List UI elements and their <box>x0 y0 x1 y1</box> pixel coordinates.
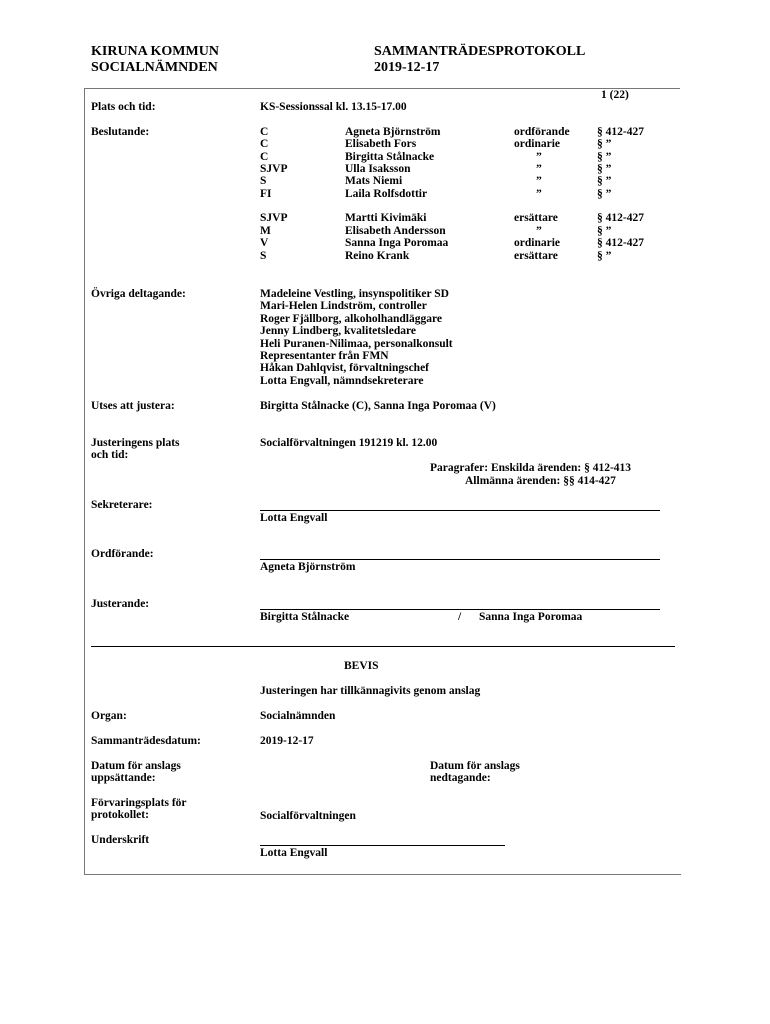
member-role: ” <box>536 162 542 175</box>
member-name: Reino Krank <box>345 249 410 262</box>
member-paragraphs: § ” <box>597 138 612 151</box>
chair-signature-line <box>260 559 660 560</box>
adjuster-signature-line <box>260 609 660 610</box>
meeting-date-value: 2019-12-17 <box>260 735 314 747</box>
signature-line <box>260 845 505 846</box>
member-party: M <box>260 224 271 237</box>
place-value: KS-Sessionssal kl. 13.15-17.00 <box>260 101 407 113</box>
adjuster-name-1: Birgitta Stålnacke <box>260 611 350 623</box>
member-name: Laila Rolfsdottir <box>345 187 428 200</box>
secretary-label: Sekreterare: <box>91 499 153 511</box>
adjust-place-label: Justeringens plats <box>91 437 180 449</box>
participant-line: Håkan Dahlqvist, förvaltningschef <box>260 362 430 375</box>
member-party: S <box>260 249 267 262</box>
adjuster-name-2: Sanna Inga Poromaa <box>479 611 583 623</box>
paragraphs-private: Paragrafer: Enskilda ärenden: § 412-413 <box>430 462 632 474</box>
member-party: SJVP <box>260 162 288 175</box>
member-name: Agneta Björnström <box>345 126 441 138</box>
member-role: ” <box>536 150 542 163</box>
member-role: ordförande <box>514 126 570 138</box>
signature-name: Lotta Engvall <box>260 847 328 859</box>
member-role: ordinarie <box>514 138 560 151</box>
member-party: C <box>260 138 269 151</box>
member-party: V <box>260 237 269 249</box>
member-name: Martti Kivimäki <box>345 212 427 224</box>
removed-date-label: Datum för anslags <box>430 760 520 772</box>
member-role: ersättare <box>514 212 558 224</box>
dept-name: SOCIALNÄMNDEN <box>91 60 218 75</box>
member-role: ” <box>536 224 542 237</box>
participant-line: Jenny Lindberg, kvalitetsledare <box>260 325 417 338</box>
participant-line: Mari-Helen Lindström, controller <box>260 300 427 313</box>
page-number: 1 (22) <box>601 89 629 101</box>
chair-label: Ordförande: <box>91 548 154 560</box>
member-name: Elisabeth Fors <box>345 138 417 151</box>
member-role: ersättare <box>514 249 558 262</box>
meeting-date-label: Sammanträdesdatum: <box>91 735 201 747</box>
member-role: ” <box>536 175 542 188</box>
organ-value: Socialnämnden <box>260 710 336 722</box>
signature-label: Underskrift <box>91 834 150 846</box>
participant-line: Lotta Engvall, nämndsekreterare <box>260 374 424 387</box>
secretary-name: Lotta Engvall <box>260 512 328 524</box>
member-name: Elisabeth Andersson <box>345 224 446 237</box>
member-name: Birgitta Stålnacke <box>345 150 435 163</box>
member-party: S <box>260 175 267 188</box>
adjust-place-label-2: och tid: <box>91 449 129 461</box>
member-paragraphs: § ” <box>597 150 612 163</box>
deciding-label: Beslutande: <box>91 126 150 138</box>
member-party: C <box>260 150 269 163</box>
storage-label: Förvaringsplats för <box>91 797 187 809</box>
member-paragraphs: § 412-427 <box>597 212 644 224</box>
secretary-signature-line <box>260 510 660 511</box>
member-role: ” <box>536 187 542 200</box>
adjust-value: Birgitta Stålnacke (C), Sanna Inga Poromaa (V) <box>260 400 496 412</box>
member-party: C <box>260 126 269 138</box>
member-paragraphs: § 412-427 <box>597 237 644 249</box>
member-paragraphs: § ” <box>597 175 612 188</box>
adjuster-separator: / <box>458 611 462 623</box>
member-paragraphs: § ” <box>597 162 612 175</box>
member-paragraphs: § 412-427 <box>597 126 644 138</box>
member-paragraphs: § ” <box>597 187 612 200</box>
member-paragraphs: § ” <box>597 224 612 237</box>
participant-line: Representanter från FMN <box>260 350 389 362</box>
doc-date: 2019-12-17 <box>374 60 440 75</box>
storage-label-2: protokollet: <box>91 809 149 821</box>
posted-date-label-2: uppsättande: <box>91 772 156 784</box>
member-name: Ulla Isaksson <box>345 162 411 175</box>
adjuster-label: Justerande: <box>91 598 150 610</box>
removed-date-label-2: nedtagande: <box>430 772 491 784</box>
header-divider <box>84 88 680 89</box>
member-role: ordinarie <box>514 237 560 249</box>
adjust-label: Utses att justera: <box>91 400 175 412</box>
member-party: FI <box>260 187 272 200</box>
org-name: KIRUNA KOMMUN <box>91 44 219 59</box>
member-name: Sanna Inga Poromaa <box>345 237 449 249</box>
place-label: Plats och tid: <box>91 101 156 113</box>
doc-type: SAMMANTRÄDESPROTOKOLL <box>374 44 586 59</box>
member-party: SJVP <box>260 212 288 224</box>
others-label: Övriga deltagande: <box>91 288 186 300</box>
organ-label: Organ: <box>91 710 127 722</box>
posted-date-label: Datum för anslags <box>91 760 181 772</box>
member-paragraphs: § ” <box>597 249 612 262</box>
participant-line: Heli Puranen-Nilimaa, personalkonsult <box>260 337 453 350</box>
bevis-title: BEVIS <box>344 660 379 672</box>
adjust-place-value: Socialförvaltningen 191219 kl. 12.00 <box>260 437 438 449</box>
storage-value: Socialförvaltningen <box>260 810 356 822</box>
paragraphs-public: Allmänna ärenden: §§ 414-427 <box>465 475 616 487</box>
bevis-text: Justeringen har tillkännagivits genom anslag <box>260 685 481 697</box>
member-name: Mats Niemi <box>345 175 403 188</box>
participant-line: Madeleine Vestling, insynspolitiker SD <box>260 288 449 300</box>
participant-line: Roger Fjällborg, alkoholhandläggare <box>260 312 442 325</box>
chair-name: Agneta Björnström <box>260 561 356 573</box>
section-divider <box>91 646 675 647</box>
